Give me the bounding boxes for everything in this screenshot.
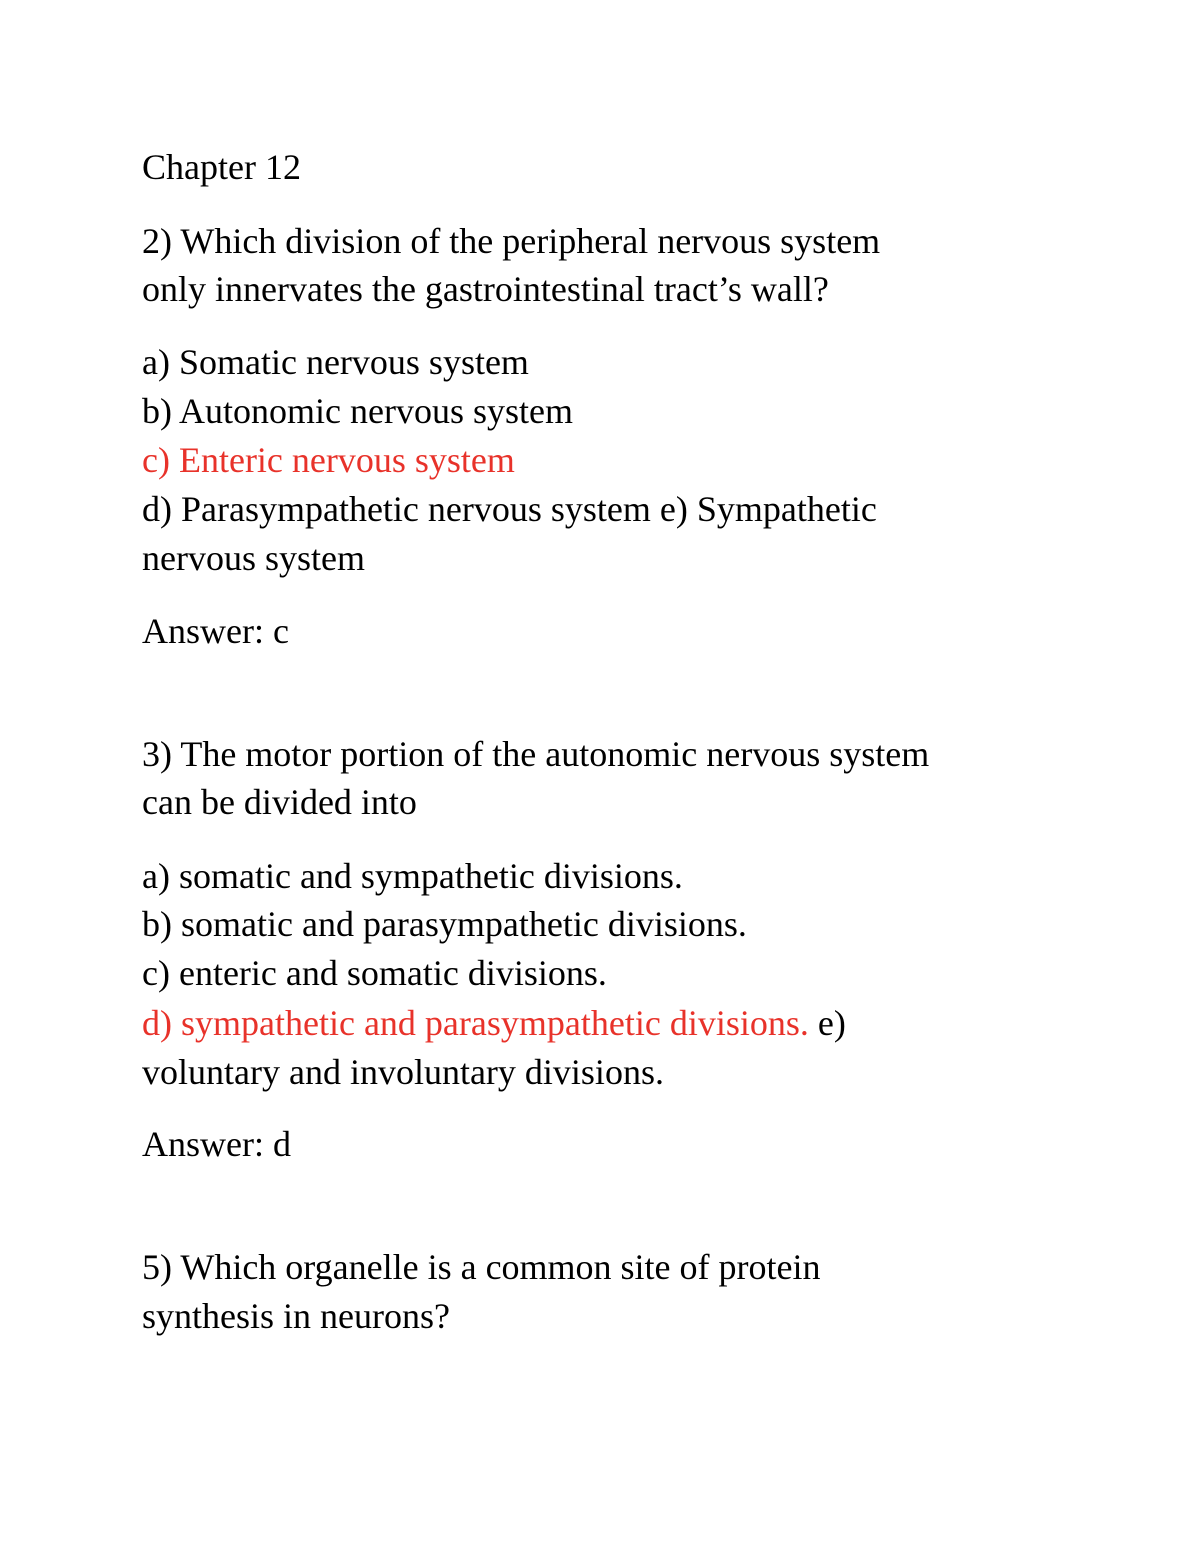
question-2-option-c-correct: c) Enteric nervous system bbox=[142, 440, 515, 480]
question-2-option-e-start: e) Sympathetic bbox=[650, 489, 877, 529]
question-2-option-a: a) Somatic nervous system bbox=[142, 342, 529, 382]
question-2-option-d: d) Parasympathetic nervous system bbox=[142, 489, 651, 529]
question-3-answer: Answer: d bbox=[142, 1124, 291, 1164]
question-3-option-c: c) enteric and somatic divisions. bbox=[142, 953, 607, 993]
question-2-option-d-line bbox=[142, 485, 877, 533]
question-3-option-d-correct: d) sympathetic and parasympathetic divisions. bbox=[142, 1003, 809, 1043]
question-5-stem-line-1: 5) Which organelle is a common site of protein bbox=[142, 1247, 821, 1287]
chapter-title: Chapter 12 bbox=[142, 147, 301, 187]
question-3-option-e-rest: voluntary and involuntary divisions. bbox=[142, 1052, 664, 1092]
question-2-stem-line-2: only innervates the gastrointestinal tract’s wall? bbox=[142, 269, 829, 309]
question-3-option-e-start: e) bbox=[808, 1003, 846, 1043]
question-3-stem-line-1: 3) The motor portion of the autonomic nervous system bbox=[142, 734, 930, 774]
question-3-stem-line-2: can be divided into bbox=[142, 782, 417, 822]
question-2-stem-line-1: 2) Which division of the peripheral nervous system bbox=[142, 221, 881, 261]
question-2-option-e-rest: nervous system bbox=[142, 538, 365, 578]
question-3-option-d-line bbox=[142, 999, 846, 1047]
question-3-option-b: b) somatic and parasympathetic divisions. bbox=[142, 904, 747, 944]
question-3-option-a: a) somatic and sympathetic divisions. bbox=[142, 856, 683, 896]
question-5-stem-line-2: synthesis in neurons? bbox=[142, 1296, 450, 1336]
question-2-answer: Answer: c bbox=[142, 611, 289, 651]
question-2-option-b: b) Autonomic nervous system bbox=[142, 391, 573, 431]
